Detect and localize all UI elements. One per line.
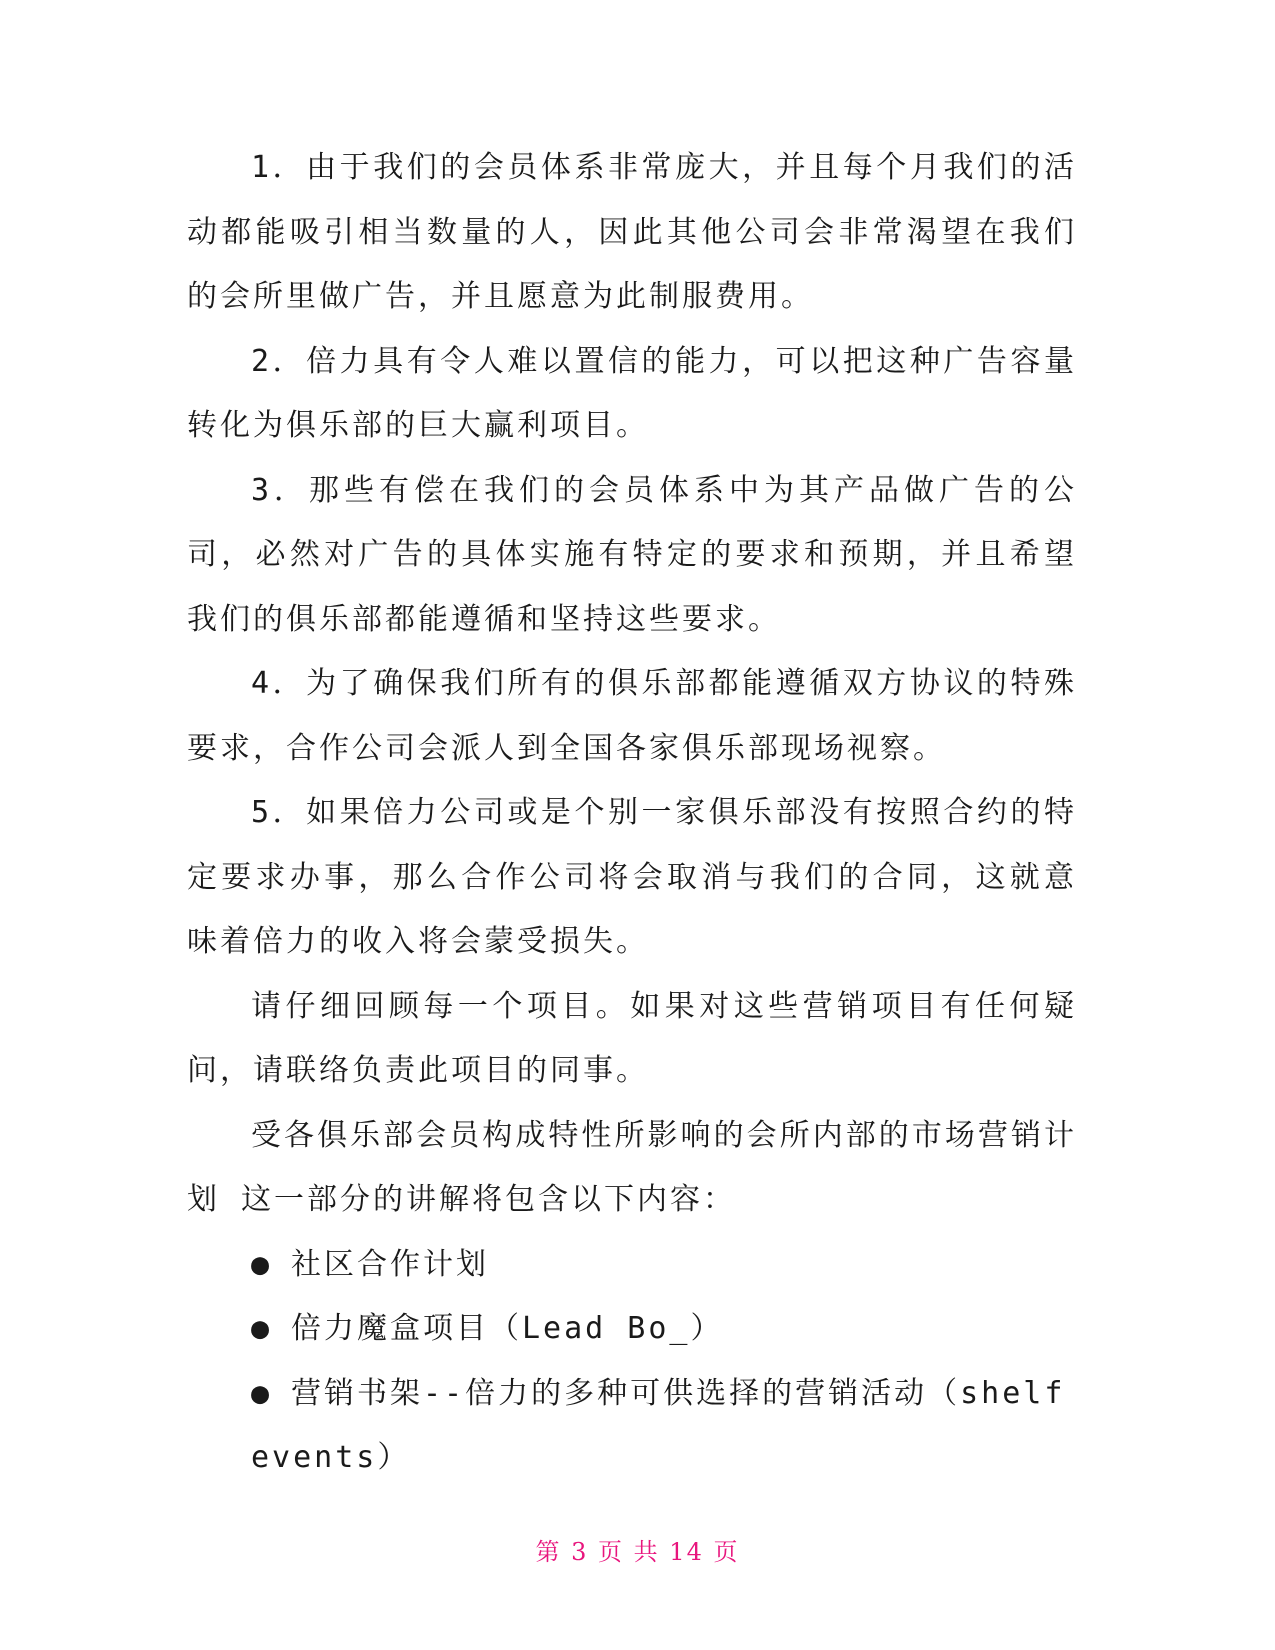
bullet-list-item xyxy=(187,1233,1077,1298)
document-body xyxy=(187,136,1077,1491)
bullet-list-item xyxy=(187,1362,1077,1491)
paragraph-item-5: 5．如果倍力公司或是个别一家俱乐部没有按照合约的特定要求办事，那么合作公司将会取消与我们的合同，这就意味着倍力的收入将会蒙受损失。 xyxy=(187,795,1077,959)
bullet-dot-icon: ● xyxy=(251,1375,273,1411)
paragraph-section-intro: 受各俱乐部会员构成特性所影响的会所内部的市场营销计划 这一部分的讲解将包含以下内容： xyxy=(187,1117,1077,1217)
bullet-dot-icon: ● xyxy=(251,1246,273,1282)
bullet-text: 倍力魔盒项目（Lead Bo_） xyxy=(291,1311,724,1346)
paragraph-item-4: 4．为了确保我们所有的俱乐部都能遵循双方协议的特殊要求，合作公司会派人到全国各家俱乐部现场视察。 xyxy=(187,666,1077,766)
paragraph-item-3: 3．那些有偿在我们的会员体系中为其产品做广告的公司，必然对广告的具体实施有特定的要求和预期，并且希望我们的俱乐部都能遵循和坚持这些要求。 xyxy=(187,472,1077,637)
bullet-list-item xyxy=(187,1297,1077,1362)
bullet-dot-icon: ● xyxy=(251,1311,273,1346)
page-number-footer: 第 3 页 共 14 页 xyxy=(535,1538,740,1566)
paragraph-item-2: 2．倍力具有令人难以置信的能力，可以把这种广告容量转化为俱乐部的巨大赢利项目。 xyxy=(187,343,1077,443)
bullet-text: 营销书架--倍力的多种可供选择的营销活动（shelf events） xyxy=(251,1375,1066,1475)
bullet-text: 社区合作计划 xyxy=(291,1246,489,1282)
paragraph-item-1: 1．由于我们的会员体系非常庞大，并且每个月我们的活动都能吸引相当数量的人，因此其他公司会非常渴望在我们的会所里做广告，并且愿意为此制服费用。 xyxy=(187,150,1077,314)
paragraph-review-note: 请仔细回顾每一个项目。如果对这些营销项目有任何疑问，请联络负责此项目的同事。 xyxy=(187,988,1077,1088)
